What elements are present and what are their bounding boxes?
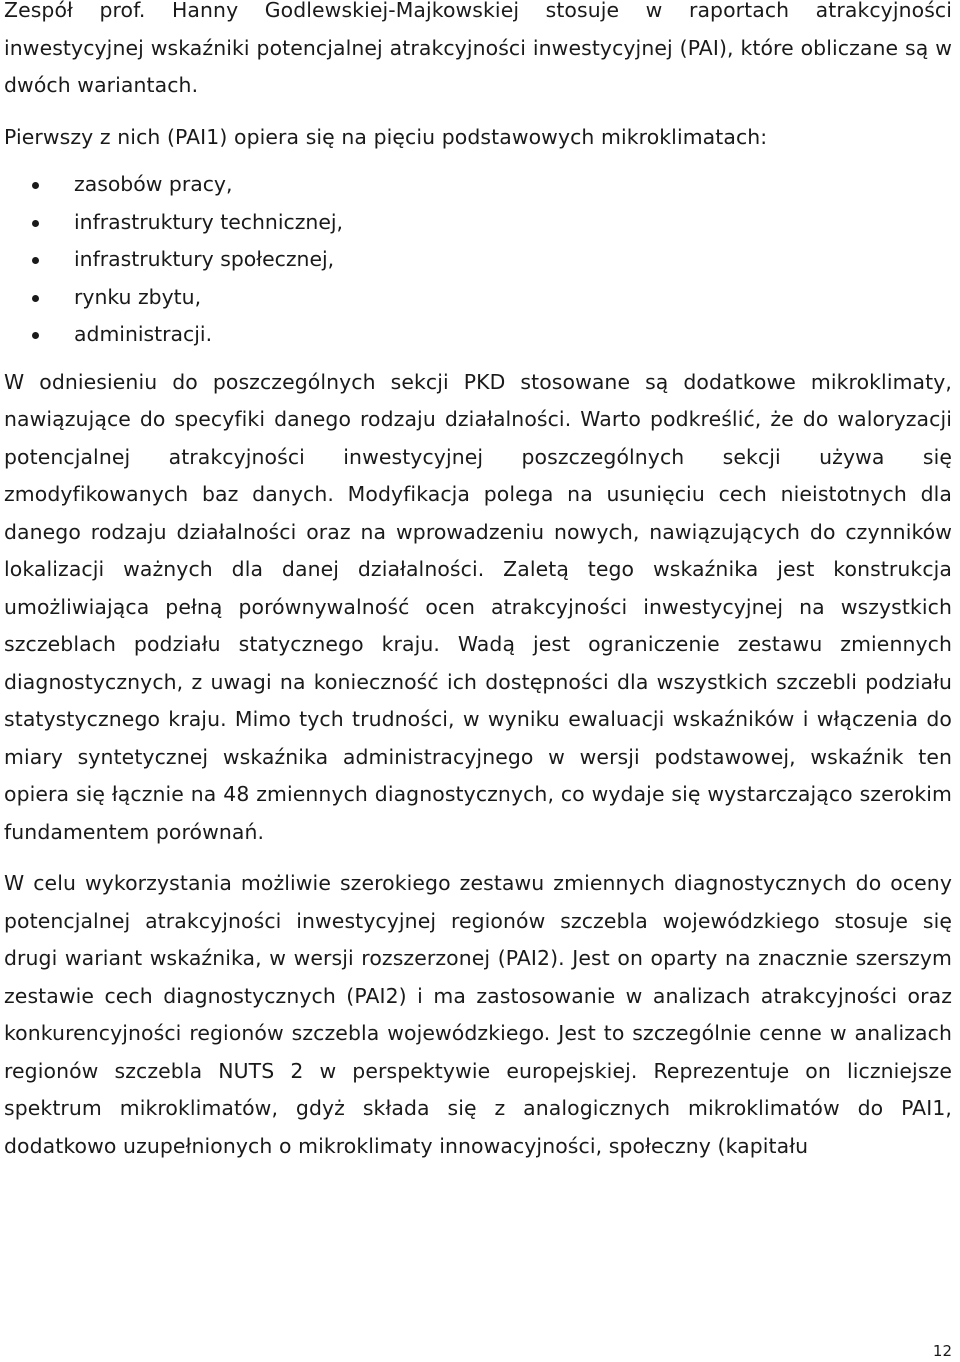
microclimate-list bbox=[4, 166, 952, 354]
list-item bbox=[4, 241, 952, 279]
list-item-text: rynku zbytu, bbox=[74, 284, 202, 309]
list-item bbox=[4, 279, 952, 317]
list-item bbox=[4, 166, 952, 204]
bullet-icon bbox=[32, 182, 39, 189]
page-number: 12 bbox=[932, 1342, 952, 1360]
bullet-icon bbox=[32, 220, 39, 227]
list-item-text: infrastruktury społecznej, bbox=[74, 247, 335, 271]
pai2-paragraph: W celu wykorzystania możliwie szerokiego zestawu zmiennych diagnostycznych do oceny potencjalnej atrakcyjności inwestycyjnej regionów szczebla wojewódzkiego stosuje się drugi wariant wskaźnika, w wersji rozszerzonej (PAI2). Jest on oparty na znacznie szerszym zestawie cech diagnostycznych (PAI2) i ma zastosowanie w analizach atrakcyjności oraz konkurencyjności regionów szczebla wojewódzkiego. Jest to szczególnie cenne w analizach regionów szczebla NUTS 2 w perspektywie europejskiej. Reprezentuje on liczniejsze spektrum mikroklimatów, gdyż składa się z analogicznych mikroklimatów do PAI1, dodatkowo uzupełnionych o mikroklimaty innowacyjności, społeczny (kapitału bbox=[4, 871, 952, 1158]
list-item bbox=[4, 204, 952, 242]
pkd-sections-paragraph: W odniesieniu do poszczególnych sekcji PKD stosowane są dodatkowe mikroklimaty, nawiązujące do specyfiki danego rodzaju działalności. Warto podkreślić, że do waloryzacji potencjalnej atrakcyjności inwestycyjnej poszczególnych sekcji używa się zmodyfikowanych baz danych. Modyfikacja polega na usunięciu cech nieistotnych dla danego rodzaju działalności oraz na wprowadzeniu nowych, nawiązujących do czynników lokalizacji ważnych dla danej działalności. Zaletą tego wskaźnika jest konstrukcja umożliwiająca pełną porównywalność ocen atrakcyjności inwestycyjnej na wszystkich szczeblach podziału statycznego kraju. Wadą jest ograniczenie zestawu zmiennych diagnostycznych, z uwagi na konieczność ich dostępności dla wszystkich szczebli podziału statystycznego kraju. Mimo tych trudności, w wyniku ewaluacji wskaźników i włączenia do miary syntetycznej wskaźnika administracyjnego w wersji podstawowej, wskaźnik ten opiera się łącznie na 48 zmiennych diagnostycznych, co wydaje się wystarczająco szerokim fundamentem porównań. bbox=[4, 369, 952, 844]
list-item-text: administracji. bbox=[74, 322, 213, 346]
intro-paragraph: Zespół prof. Hanny Godlewskiej-Majkowskiej stosuje w raportach atrakcyjności inwestycyjnej wskaźniki potencjalnej atrakcyjności inwestycyjnej (PAI), które obliczane są w dwóch wariantach. bbox=[4, 0, 952, 97]
bullet-icon bbox=[32, 332, 39, 339]
document-page bbox=[4, 0, 952, 1165]
list-item-text: zasobów pracy, bbox=[74, 172, 233, 196]
bullet-icon bbox=[32, 295, 39, 302]
list-item bbox=[4, 316, 952, 354]
bullet-icon bbox=[32, 257, 39, 264]
pai1-intro-paragraph: Pierwszy z nich (PAI1) opiera się na pięciu podstawowych mikroklimatach: bbox=[4, 124, 768, 149]
list-item-text: infrastruktury technicznej, bbox=[74, 209, 344, 234]
